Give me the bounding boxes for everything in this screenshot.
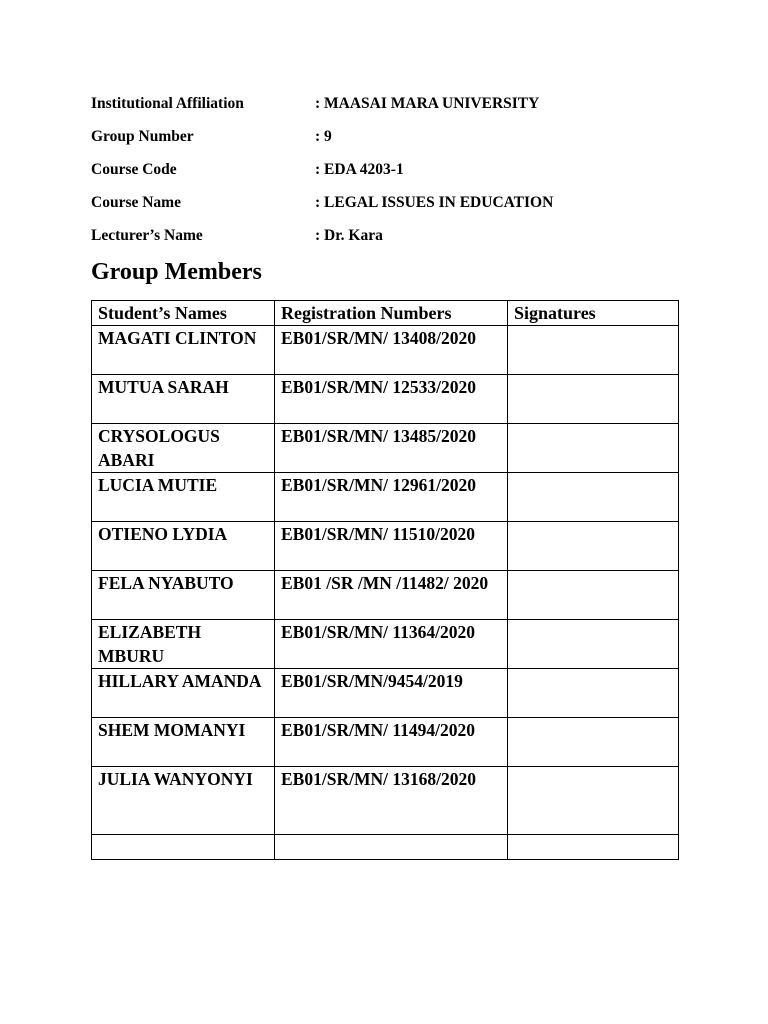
signature-cell[interactable] <box>508 424 679 473</box>
table-header-row <box>92 301 679 326</box>
student-name-cell: MUTUA SARAH <box>92 375 275 424</box>
student-name-cell <box>92 835 275 860</box>
registration-number-cell: EB01/SR/MN/ 13168/2020 <box>275 767 508 835</box>
registration-number-cell <box>275 835 508 860</box>
student-name-cell: JULIA WANYONYI <box>92 767 275 835</box>
student-name-cell: MAGATI CLINTON <box>92 326 275 375</box>
course-code-value: : EDA 4203-1 <box>315 161 404 178</box>
student-name-cell: HILLARY AMANDA <box>92 669 275 718</box>
signature-cell[interactable] <box>508 669 679 718</box>
student-name-cell: LUCIA MUTIE <box>92 473 275 522</box>
column-header-names: Student’s Names <box>92 301 275 326</box>
affiliation-label: Institutional Affiliation <box>91 95 244 112</box>
course-name-label: Course Name <box>91 194 181 211</box>
table-row <box>92 571 679 620</box>
lecturer-label: Lecturer’s Name <box>91 227 203 244</box>
signature-cell[interactable] <box>508 571 679 620</box>
info-row-course-name <box>91 191 691 224</box>
affiliation-value: : MAASAI MARA UNIVERSITY <box>315 95 540 112</box>
table-row <box>92 767 679 835</box>
info-row-affiliation <box>91 92 691 125</box>
registration-number-cell: EB01/SR/MN/ 13408/2020 <box>275 326 508 375</box>
registration-number-cell: EB01/SR/MN/ 11364/2020 <box>275 620 508 669</box>
table-row <box>92 375 679 424</box>
registration-number-cell: EB01 /SR /MN /11482/ 2020 <box>275 571 508 620</box>
signature-cell[interactable] <box>508 375 679 424</box>
group-members-table <box>91 300 679 860</box>
signature-cell[interactable] <box>508 835 679 860</box>
table-row <box>92 473 679 522</box>
table-row <box>92 326 679 375</box>
signature-cell[interactable] <box>508 620 679 669</box>
student-name-cell: FELA NYABUTO <box>92 571 275 620</box>
registration-number-cell: EB01/SR/MN/ 11510/2020 <box>275 522 508 571</box>
course-code-label: Course Code <box>91 161 177 178</box>
signature-cell[interactable] <box>508 767 679 835</box>
table-row-empty <box>92 835 679 860</box>
table-row <box>92 669 679 718</box>
signature-cell[interactable] <box>508 473 679 522</box>
student-name-cell: SHEM MOMANYI <box>92 718 275 767</box>
group-number-label: Group Number <box>91 128 194 145</box>
table-row <box>92 522 679 571</box>
info-row-group-number <box>91 125 691 158</box>
registration-number-cell: EB01/SR/MN/ 12533/2020 <box>275 375 508 424</box>
registration-number-cell: EB01/SR/MN/ 13485/2020 <box>275 424 508 473</box>
column-header-signatures: Signatures <box>508 301 679 326</box>
student-name-cell: OTIENO LYDIA <box>92 522 275 571</box>
group-members-heading: Group Members <box>91 259 262 285</box>
info-row-course-code <box>91 158 691 191</box>
table-row <box>92 718 679 767</box>
student-name-cell: CRYSOLOGUS ABARI <box>92 424 275 473</box>
lecturer-value: : Dr. Kara <box>315 227 383 244</box>
info-row-lecturer <box>91 224 691 257</box>
table-row <box>92 424 679 473</box>
registration-number-cell: EB01/SR/MN/ 11494/2020 <box>275 718 508 767</box>
course-info-block <box>91 92 691 257</box>
signature-cell[interactable] <box>508 326 679 375</box>
course-name-value: : LEGAL ISSUES IN EDUCATION <box>315 194 554 211</box>
signature-cell[interactable] <box>508 522 679 571</box>
column-header-registration: Registration Numbers <box>275 301 508 326</box>
group-number-value: : 9 <box>315 128 332 145</box>
table-row <box>92 620 679 669</box>
student-name-cell: ELIZABETH MBURU <box>92 620 275 669</box>
registration-number-cell: EB01/SR/MN/9454/2019 <box>275 669 508 718</box>
signature-cell[interactable] <box>508 718 679 767</box>
registration-number-cell: EB01/SR/MN/ 12961/2020 <box>275 473 508 522</box>
